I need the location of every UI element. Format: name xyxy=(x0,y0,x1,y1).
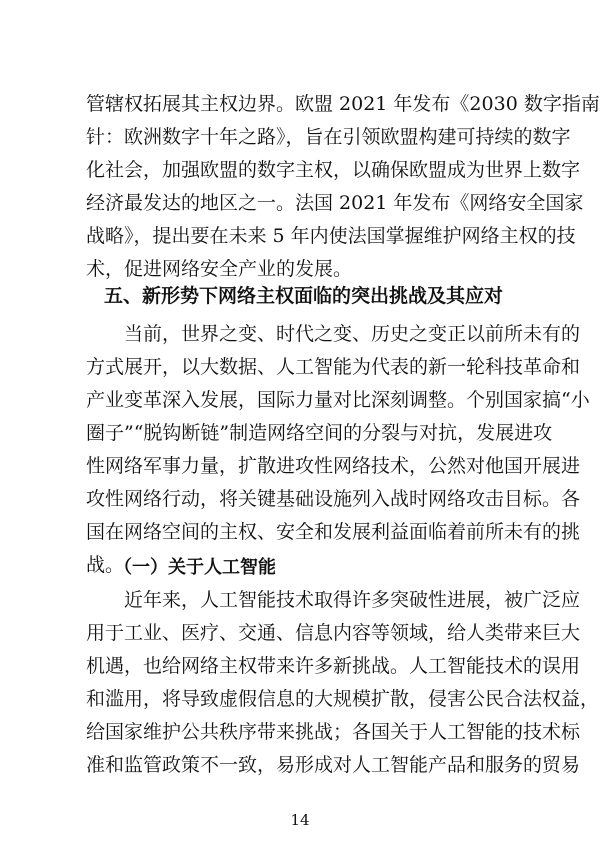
paragraph-line: 经济最发达的地区之一。法国 2021 年发布《网络安全国家 xyxy=(86,192,584,214)
paragraph-line: 准和监管政策不一致，易形成对人工智能产品和服务的贸易 xyxy=(86,754,581,776)
subsection-heading: （一）关于人工智能 xyxy=(114,557,276,578)
paragraph-line: 机遇，也给网络主权带来许多新挑战。人工智能技术的误用 xyxy=(86,655,581,677)
paragraph-line: 攻性网络行动，将关键基础设施列入战时网络攻击目标。各 xyxy=(86,488,581,510)
paragraph-line: 针：欧洲数字十年之路》，旨在引领欧盟构建可持续的数字 xyxy=(86,126,571,148)
paragraph-line: 给国家维护公共秩序带来挑战；各国关于人工智能的技术标 xyxy=(86,721,581,743)
paragraph-line: 性网络军事力量，扩散进攻性网络技术，公然对他国开展进 xyxy=(86,455,581,477)
paragraph-line: 圈子”“脱钩断链”制造网络空间的分裂与对抗，发展进攻 xyxy=(86,422,553,444)
paragraph-line: 战略》，提出要在未来 5 年内使法国掌握维护网络主权的技 xyxy=(86,225,576,247)
paragraph-line: 管辖权拓展其主权边界。欧盟 2021 年发布《2030 数字指南 xyxy=(86,93,600,115)
paragraph-line: 国在网络空间的主权、安全和发展利益面临着前所未有的挑 xyxy=(86,521,581,543)
paragraph-line: 当前，世界之变、时代之变、历史之变正以前所未有的 xyxy=(124,323,581,345)
page-number: 14 xyxy=(290,811,310,829)
paragraph-line: 化社会，加强欧盟的数字主权，以确保欧盟成为世界上数字 xyxy=(86,159,581,181)
paragraph-line: 近年来，人工智能技术取得许多突破性进展，被广泛应 xyxy=(124,589,581,611)
paragraph-line: 方式展开，以大数据、人工智能为代表的新一轮科技革命和 xyxy=(86,356,581,378)
section-heading: 五、新形势下网络主权面临的突出挑战及其应对 xyxy=(104,285,504,307)
paragraph-line: 产业变革深入发展，国际力量对比深刻调整。个别国家搞“小 xyxy=(86,389,590,411)
paragraph-line: 战。 xyxy=(86,554,125,576)
paragraph-line: 用于工业、医疗、交通、信息内容等领域，给人类带来巨大 xyxy=(86,622,581,644)
paragraph-line: 和滥用，将导致虚假信息的大规模扩散，侵害公民合法权益， xyxy=(86,688,600,710)
paragraph-line: 术，促进网络安全产业的发展。 xyxy=(86,258,353,280)
